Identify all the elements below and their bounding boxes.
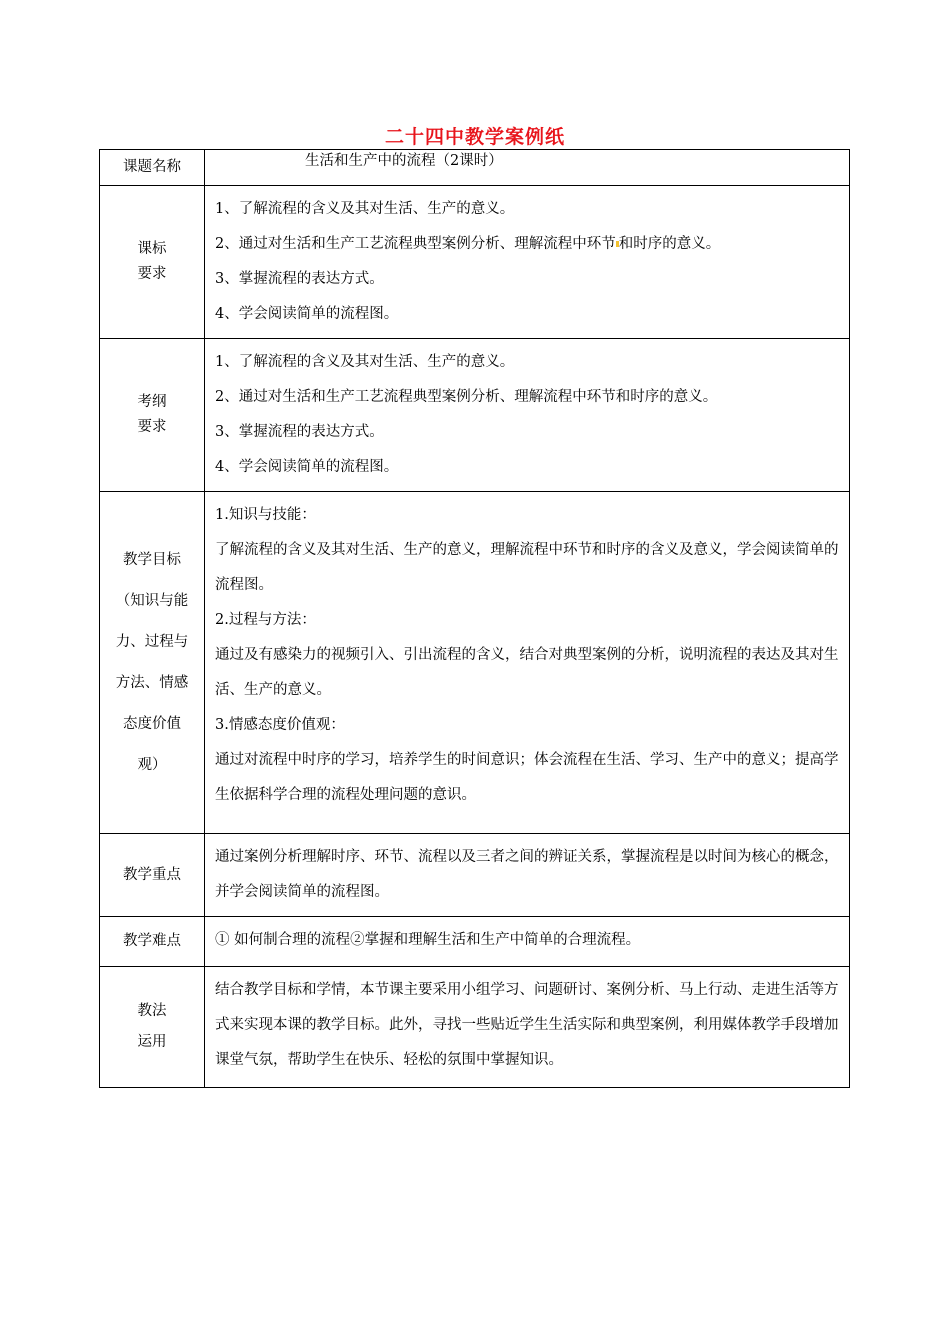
curriculum-item-part: 2、通过对生活和生产工艺流程典型案例分析、理解流程中环节 [215,236,616,252]
objectives-heading: 2.过程与方法： [215,612,316,628]
syllabus-item: 3、掌握流程的表达方式。 [215,424,384,440]
methods-label [100,967,205,1088]
objectives-label-line: 态度价值 [123,715,181,732]
key-points-text: 通过案例分析理解时序、环节、流程以及三者之间的辨证关系，掌握流程是以时间为核心的概念，并学会阅读简单的流程图。 [205,834,850,917]
syllabus-row [100,339,850,492]
topic-label: 课题名称 [100,150,205,186]
objectives-heading: 1.知识与技能： [215,507,316,523]
objectives-text: 了解流程的含义及其对生活、生产的意义，理解流程中环节和时序的含义及意义，学会阅读简单的流程图。 [215,542,839,593]
curriculum-item-part: 和时序的意义。 [618,236,721,252]
syllabus-item: 2、通过对生活和生产工艺流程典型案例分析、理解流程中环节和时序的意义。 [215,389,718,405]
curriculum-content [205,186,850,339]
objectives-row [100,492,850,834]
syllabus-content [205,339,850,492]
objectives-content [205,492,850,834]
objectives-text: 通过对流程中时序的学习，培养学生的时间意识；体会流程在生活、学习、生产中的意义；提高学生依据科学合理的流程处理问题的意识。 [215,752,839,803]
curriculum-label-line2: 要求 [137,266,167,282]
objectives-label-line: 教学目标 [123,551,181,568]
objectives-text: 通过及有感染力的视频引入、引出流程的含义，结合对典型案例的分析，说明流程的表达及其对生活、生产的意义。 [215,647,839,698]
key-points-label: 教学重点 [100,834,205,917]
methods-row [100,967,850,1088]
objectives-label-line: 方法、情感 [115,674,189,691]
difficulties-label: 教学难点 [100,917,205,967]
difficulties-text: ① 如何制合理的流程②掌握和理解生活和生产中简单的合理流程。 [205,917,850,967]
curriculum-item [215,227,841,262]
objectives-label-line: （知识与能 [115,592,189,609]
curriculum-row [100,186,850,339]
curriculum-label-line1: 课标 [137,241,167,257]
curriculum-item: 4、学会阅读简单的流程图。 [215,306,399,322]
curriculum-item: 1、了解流程的含义及其对生活、生产的意义。 [215,201,515,217]
topic-value: 生活和生产中的流程（2课时） [205,150,850,186]
syllabus-item: 1、了解流程的含义及其对生活、生产的意义。 [215,354,515,370]
objectives-heading: 3.情感态度价值观： [215,717,345,733]
difficulties-row [100,917,850,967]
objectives-label-line: 力、过程与 [115,633,189,650]
methods-text: 结合教学目标和学情，本节课主要采用小组学习、问题研讨、案例分析、马上行动、走进生活等方式来实现本课的教学目标。此外，寻找一些贴近学生生活实际和典型案例，利用媒体教学手段增加课堂气氛，帮助学生在快乐、轻松的氛围中掌握知识。 [205,967,850,1088]
syllabus-label-line2: 要求 [137,419,167,435]
curriculum-label [100,186,205,339]
key-points-row [100,834,850,917]
methods-label-line1: 教法 [137,1003,167,1019]
topic-row [100,150,850,186]
syllabus-item: 4、学会阅读简单的流程图。 [215,459,399,475]
objectives-label [100,492,205,834]
page-title: 二十四中教学案例纸 [384,126,565,148]
curriculum-item: 3、掌握流程的表达方式。 [215,271,384,287]
methods-label-line2: 运用 [137,1034,167,1050]
syllabus-label-line1: 考纲 [137,394,167,410]
objectives-label-line: 观） [137,756,167,773]
lesson-plan-table [99,149,850,1088]
syllabus-label [100,339,205,492]
